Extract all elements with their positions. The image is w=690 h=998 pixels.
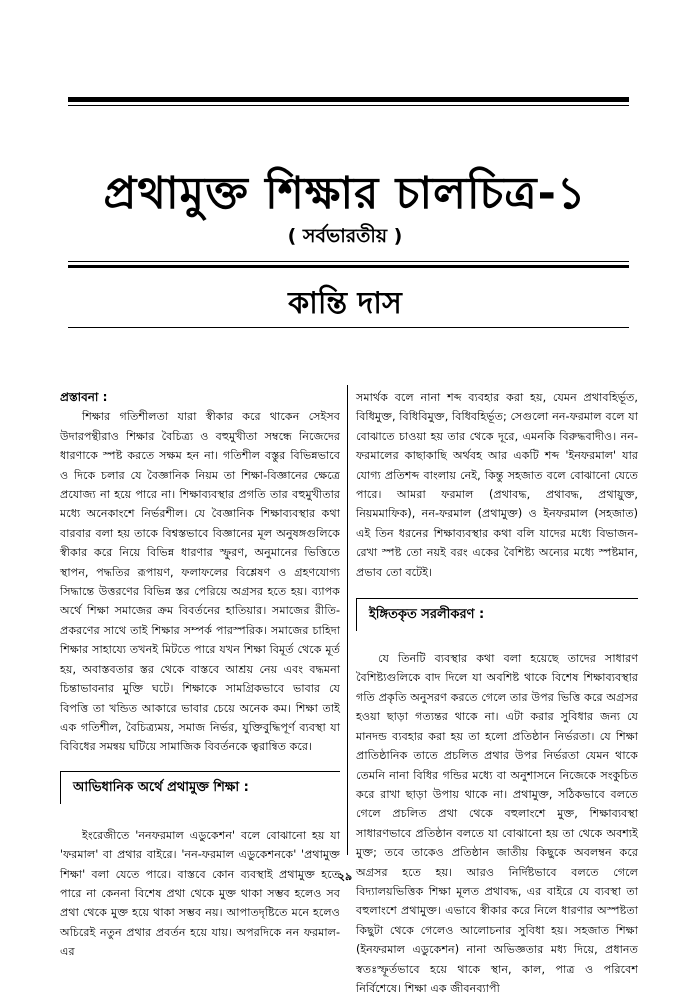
right-column <box>356 388 638 998</box>
article-author: কান্তি দাস <box>288 286 402 321</box>
author-rule-bottom <box>68 327 629 328</box>
section-box-literal <box>60 771 340 804</box>
paragraph-intro: শিক্ষার গতিশীলতা যারা স্বীকার করে থাকেন সেইসব উদারপন্থীরাও শিক্ষার বৈচিত্র্য ও বহুমুখীতা সম্বন্ধে নিজেদের ধারণাকে স্পষ্ট করতে সক্ষম হন না। গতিশীল বস্তুর বিভিন্নভাবে ও দিকে চলার যে বৈজ্ঞানিক নিয়ম তা শিক্ষা-বিজ্ঞানের ক্ষেত্রে প্রযোজ্য না হয়ে পারে না। শিক্ষাব্যবস্থার প্রগতি তার বহুমুখীতার মধ্যে অনেকাংশে নির্ভরশীল। যে বৈজ্ঞানিক শিক্ষাব্যবস্থার কথা বারবার বলা হয় তাকে বিশ্বস্তভাবে বিজ্ঞানের মূল অনুষঙ্গগুলিকে স্বীকার করে নিয়ে বিভিন্ন ধারণার স্ফুরণ, অনুমানের ভিত্তিতে স্থাপন, পদ্ধতির রূপায়ণ, ফলাফলের বিশ্লেষণ ও গ্রহণযোগ্য সিদ্ধান্তে উত্তরণের বিভিন্ন স্তর পেরিয়ে অগ্রসর হতে হয়। ব্যাপক অর্থে শিক্ষা সমাজের ক্রম বিবর্তনের হাতিয়ার। সমাজের রীতি-প্রকরণের সাথে তাই শিক্ষার সম্পর্ক পারস্পরিক। সমাজের চাহিদা শিক্ষার সাহায্যে তখনই মিটতে পারে যখন শিক্ষা বিমূর্ত থেকে মূর্ত হয়, অবাস্তবতার স্তর থেকে বাস্তবে আশ্রয় নেয় এবং বদ্ধমনা চিন্তাভাবনার মুক্তি ঘটে। শিক্ষাকে সামগ্রিকভাবে ভাবার যে বিপত্তি তা খন্ডিত আকারে ভাবার চেয়ে অনেক কম। শিক্ষা তাই এক গতিশীল, বৈচিত্র্যময়, সমাজ নির্ভর, যুক্তিবুদ্ধিপূর্ণ ব্যবস্থা যা বিবিধের সমন্বয় ঘটিয়ে সামাজিক বিবর্তনকে ত্বরান্বিত করে। <box>60 410 340 754</box>
page-number: ২৯ <box>337 870 353 883</box>
header-rule-thick <box>68 97 629 102</box>
article-title: প্রথামুক্ত শিক্ষার চালচিত্র-১ <box>103 168 587 219</box>
author-rule-top-thick <box>68 265 629 268</box>
article-subtitle: ( সর্বভারতীয় ) <box>287 225 403 247</box>
section-heading-literal: আভিধানিক অর্থে প্রথামুক্ত শিক্ষা : <box>73 779 249 795</box>
paragraph-literal: ইংরেজীতে 'ননফরমাল এডুকেশন' বলে বোঝানো হয় যা 'ফরমাল' বা প্রথার বাইরে। 'নন-ফরমাল এডুকেশনকে' 'প্রথামুক্ত শিক্ষা' বলা যেতে পারে। বাস্তবে কোন ব্যবস্থাই প্রথামুক্ত হতে পারে না কেননা বিশেষ প্রথা থেকে মুক্ত থাকা সম্ভব হলেও সব প্রথা থেকে মুক্ত হয়ে থাকা সম্ভব নয়। আপাতদৃষ্টিতে মনে হলেও অচিরেই নতুন প্রথার প্রবর্তন হয়ে যায়। অপরদিকে নন ফরমাল-এর <box>60 828 340 959</box>
author-rule-top-thin <box>68 261 629 262</box>
section-heading-intro: প্রস্তাবনা : <box>60 390 108 404</box>
section-heading-inferred: ইঙ্গিতকৃত সরলীকরণ : <box>369 607 485 623</box>
section-box-inferred <box>356 598 638 631</box>
paragraph-inferred: যে তিনটি ব্যবস্থার কথা বলা হয়েছে তাদের সাধারণ বৈশিষ্ট্যগুলিকে বাদ দিলে যা অবশিষ্ট থাকে বিশেষ শিক্ষাব্যবস্থার গতি প্রকৃতি অনুসরণ করতে গেলে তার উপর ভিত্তি করে অগ্রসর হওয়া ছাড়া গত্যন্তর থাকে না। এটা করার সুবিধার জন্য যে মানদন্ড ব্যবহার করা হয় তা হলো প্রতিষ্ঠান নির্ভরতা। যে শিক্ষা প্রাতিষ্ঠানিক তাতে প্রচলিত প্রথার উপর নির্ভরতা যেমন থাকে তেমনি নানা বিধির গন্ডির মধ্যে বা অনুশাসনে নিজেকে সংকুচিত করে রাখা ছাড়া উপায় থাকে না। প্রথামুক্ত, সঠিকভাবে বলতে গেলে প্রচলিত প্রথা থেকে বহুলাংশে মুক্ত, শিক্ষাব্যবস্থা সাধারণভাবে প্রতিষ্ঠান বলতে যা বোঝানো হয় তা থেকে অবশ্যই মুক্ত; তবে তাকেও প্রতিষ্ঠান জাতীয় কিছুকে অবলম্বন করে অগ্রসর হতে হয়। আরও নির্দিষ্টভাবে বলতে গেলে বিদ্যালয়ভিত্তিক শিক্ষা মূলত প্রথাবদ্ধ, এর বাইরে যে ব্যবস্থা তা বহুলাংশে প্রথামুক্ত। এভাবে স্বীকার করে নিলে ধারণার অস্পষ্টতা কিছুটা থেকে গেলেও আলোচনার সুবিধা হয়। সহজাত শিক্ষা (ইনফরমাল এডুকেশন) নানা অভিজ্ঞতার মধ্য দিয়ে, প্রধানত স্বতঃস্ফূর্তভাবে হয়ে থাকে স্থান, কাল, পাত্র ও পরিবেশ নির্বিশেষে। শিক্ষা এক জীবনব্যাপী <box>356 652 638 995</box>
paragraph-terms: সমার্থক বলে নানা শব্দ ব্যবহার করা হয়, যেমন প্রথাবহির্ভূত, বিধিমুক্ত, বিধিবিমুক্ত, বিধিবহির্ভূত; সেগুলো নন-ফরমাল বলে যা বোঝাতে চাওয়া হয় তার থেকে দূরে, এমনকি বিরুদ্ধবাদীও। নন-ফরমালের কাছাকাছি অর্থবহ আর একটি শব্দ 'ইনফরমাল' যার যোগ্য প্রতিশব্দ বাংলায় নেই, কিন্তু সহজাত বলে বোঝানো যেতে পারে। আমরা ফরমাল (প্রথাবদ্ধ, প্রথাবদ্ধ, প্রথায়ুক্ত, নিয়মমাফিক), নন-ফরমাল (প্রথামুক্ত) ও ইনফরমাল (সহজাত) এই তিন ধরনের শিক্ষাব্যবস্থার কথা বলি যাদের মধ্যে বিভাজন-রেখা স্পষ্ট তো নয়ই বরং একের বৈশিষ্ট্য অন্যের মধ্যে স্পষ্টমান, প্রভাব তো বটেই। <box>356 391 638 579</box>
column-divider <box>347 385 348 855</box>
header-rule-thin <box>68 105 629 106</box>
